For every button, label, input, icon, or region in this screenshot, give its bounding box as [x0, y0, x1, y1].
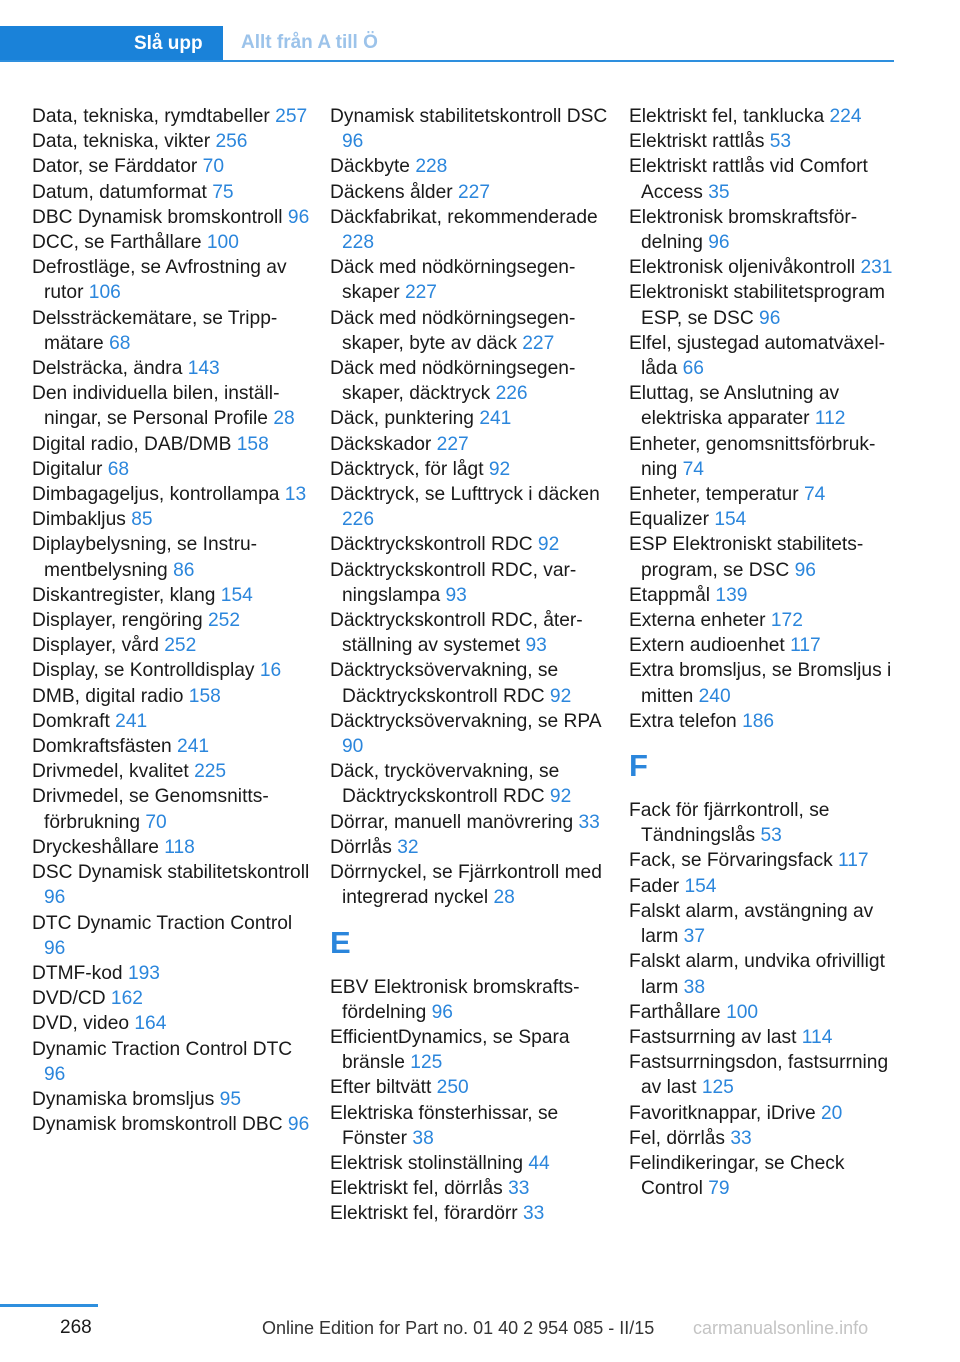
index-entry [330, 457, 610, 482]
tab-look-up[interactable]: Slå upp [0, 26, 223, 62]
index-entry [629, 154, 899, 204]
page-reference-link[interactable]: 90 [342, 736, 364, 758]
page-reference-link[interactable]: 93 [445, 584, 467, 606]
index-entry [629, 658, 899, 708]
index-entry [330, 1201, 610, 1226]
page-reference-link[interactable]: 28 [273, 408, 295, 430]
page-number: 268 [60, 1317, 92, 1338]
index-entry-text: DTMF-kod [32, 962, 123, 984]
index-entry [629, 331, 899, 381]
page-reference-link[interactable]: 38 [412, 1127, 434, 1149]
index-entry [32, 306, 312, 356]
index-entry-text: DVD/CD [32, 988, 106, 1010]
index-entry [32, 507, 312, 532]
page-reference-link[interactable]: 20 [820, 1102, 843, 1124]
index-entry [629, 583, 899, 608]
index-entry [330, 406, 610, 431]
index-entry [32, 1037, 312, 1087]
index-entry [629, 1126, 899, 1151]
index-entry [32, 911, 312, 961]
index-entry [629, 381, 899, 431]
page-reference-link[interactable]: 117 [790, 635, 821, 657]
page-reference-link[interactable]: 32 [397, 836, 419, 858]
index-entry-text: Elektrisk stolinställning [330, 1152, 524, 1174]
index-entry [32, 684, 312, 709]
index-entry [32, 658, 312, 683]
top-navigation-bar [0, 26, 894, 62]
index-entry-text: Fel, dörrlås [629, 1127, 725, 1149]
index-entry-text: Delsträcka, ändra [32, 358, 183, 380]
index-entry-text: Data, tekniska, vikter [32, 131, 211, 153]
index-entry [629, 848, 899, 873]
page-reference-link[interactable]: 53 [769, 131, 792, 153]
index-entry-text: Falskt alarm, undvika ofrivilligt larm [629, 951, 885, 998]
footer-divider [0, 1304, 98, 1307]
watermark: carmanualsonline.info [693, 1318, 869, 1338]
index-entry [330, 558, 610, 608]
page-reference-link[interactable]: 92 [488, 458, 511, 480]
index-entry [629, 1101, 899, 1126]
page-reference-link[interactable]: 35 [708, 181, 730, 203]
index-entry [330, 835, 610, 860]
index-entry [629, 633, 899, 658]
index-entry-text: Fack för fjärrkontroll, se Tändningslås [629, 800, 830, 847]
page-reference-link[interactable]: 186 [742, 710, 775, 732]
index-entry-text: Elektronisk oljenivåkontroll [629, 257, 856, 279]
page-reference-link[interactable]: 33 [523, 1203, 545, 1225]
index-entry-text: Data, tekniska, rymdtabeller [32, 106, 270, 127]
index-entry-text: Dörrlås [330, 836, 392, 858]
page-reference-link[interactable]: 256 [215, 131, 248, 153]
index-entry [32, 432, 312, 457]
index-entry [629, 798, 899, 848]
index-entry-text: Dryckeshållare [32, 836, 159, 858]
index-entry-text: Dynamiska bromsljus [32, 1088, 215, 1110]
index-entry-text: Däckbyte [330, 156, 410, 178]
page-reference-link[interactable]: 100 [206, 232, 239, 254]
page-reference-link[interactable]: 92 [537, 534, 560, 556]
page-reference-link[interactable]: 74 [682, 458, 704, 480]
page-reference-link[interactable]: 66 [682, 358, 704, 380]
index-entry [629, 899, 899, 949]
index-entry-text: Etappmål [629, 584, 711, 606]
index-entry [330, 1151, 610, 1176]
page-reference-link[interactable]: 250 [436, 1077, 469, 1099]
index-entry [32, 633, 312, 658]
page-reference-link[interactable]: 86 [173, 559, 195, 581]
page-reference-link[interactable]: 16 [259, 660, 282, 682]
index-entry [629, 1151, 899, 1201]
page-reference-link[interactable]: 96 [708, 232, 730, 254]
page-reference-link[interactable]: 117 [838, 850, 869, 872]
page-reference-link[interactable]: 224 [829, 106, 862, 127]
index-entry [629, 1025, 899, 1050]
index-entry [629, 507, 899, 532]
index-entry-text: Display, se Kontrolldisplay [32, 660, 255, 682]
index-entry-text: Dörrar, manuell manövrering [330, 811, 574, 833]
index-entry-text: Elektroniskt stabilitetsprogram ESP, se DSC [629, 282, 885, 329]
index-entry [32, 457, 312, 482]
index-entry [629, 874, 899, 899]
page-reference-link[interactable]: 96 [287, 206, 310, 228]
page-reference-link[interactable]: 92 [549, 685, 572, 707]
edition-text: Online Edition for Part no. 01 40 2 954 085 - II/15 [262, 1318, 655, 1338]
index-entry-text: Dynamic Traction Control DTC [32, 1038, 293, 1060]
page-reference-link[interactable]: 114 [801, 1026, 833, 1048]
index-entry [32, 230, 312, 255]
page-reference-link[interactable]: 228 [415, 156, 448, 178]
index-entry-text: Däckfabrikat, rekommenderade [330, 206, 598, 228]
page-reference-link[interactable]: 96 [44, 937, 66, 959]
index-entry-text: Enheter, genomsnittsförbrukning [629, 433, 876, 480]
index-entry-text: Dynamisk bromskontroll DBC [32, 1114, 283, 1136]
index-entry [32, 255, 312, 305]
index-entry-text: DTC Dynamic Traction Control [32, 912, 293, 934]
index-entry [629, 255, 899, 280]
page-reference-link[interactable]: 38 [683, 976, 705, 998]
index-entry [32, 356, 312, 381]
index-entry [330, 306, 610, 356]
index-entry [32, 154, 312, 179]
index-letter-heading: E [330, 924, 351, 960]
page-reference-link[interactable]: 96 [342, 131, 364, 153]
index-entry [629, 1050, 899, 1100]
page-reference-link[interactable]: 96 [431, 1001, 453, 1023]
page-reference-link[interactable]: 74 [803, 484, 826, 506]
index-column-3 [629, 104, 899, 1201]
index-entry-text: Däcktrycksövervakning, se RPA [330, 710, 601, 732]
index-entry-text: Dörrnyckel, se Fjärrkontroll med integrerad nyckel [330, 862, 602, 909]
index-entry-text: Extra bromsljus, se Bromsljus i mitten [629, 660, 892, 707]
index-entry-text: EBV Elektronisk bromskraftsfördelning [330, 976, 580, 1023]
index-entry-text: Drivmedel, kvalitet [32, 761, 189, 783]
index-entry-text: Däckskador [330, 433, 432, 455]
page-reference-link[interactable]: 240 [698, 685, 731, 707]
page-reference-link[interactable]: 75 [212, 181, 234, 203]
index-entry [330, 532, 610, 557]
index-entry-text: Elektriskt rattlås [629, 131, 765, 153]
page-reference-link[interactable]: 226 [342, 509, 375, 531]
index-entry-text: Diskantregister, klang [32, 584, 216, 606]
page-reference-link[interactable]: 227 [522, 332, 555, 354]
index-entry-text: Domkraftsfästen [32, 736, 172, 758]
index-entry-text: Displayer, rengöring [32, 610, 203, 632]
index-entry-text: Defrostläge, se Avfrostning av rutor [32, 257, 287, 304]
page-reference-link[interactable]: 96 [44, 1063, 66, 1085]
page-reference-link[interactable]: 252 [208, 610, 241, 632]
page-reference-link[interactable]: 125 [701, 1077, 734, 1099]
index-entry-text: Dynamisk stabilitetskontroll DSC [330, 106, 608, 127]
page-reference-link[interactable]: 162 [110, 988, 143, 1010]
index-entry [32, 608, 312, 633]
index-entry [330, 860, 610, 910]
index-entry [330, 1075, 610, 1100]
page-reference-link[interactable]: 28 [493, 887, 515, 909]
page-reference-link[interactable]: 125 [410, 1052, 443, 1074]
index-entry-text: Extra telefon [629, 710, 737, 732]
index-entry-text: Extern audioenhet [629, 635, 785, 657]
index-entry [32, 709, 312, 734]
page-reference-link[interactable]: 112 [814, 408, 846, 430]
index-entry-text: Däcktryckskontroll RDC [330, 534, 533, 556]
page-reference-link[interactable]: 226 [495, 383, 528, 405]
page-reference-link[interactable]: 241 [177, 736, 210, 758]
index-entry [330, 1176, 610, 1201]
index-entry-text: Dimbagageljus, kontrollampa [32, 484, 280, 506]
page-reference-link[interactable]: 158 [188, 685, 221, 707]
index-column-2 [330, 104, 610, 1227]
page-reference-link[interactable]: 154 [714, 509, 747, 531]
tab-a-to-z[interactable]: Allt från A till Ö [241, 32, 378, 53]
top-divider [0, 60, 894, 62]
index-entry-text: Däcktrycksövervakning, se Däcktryckskontroll RDC [330, 660, 559, 707]
index-entry [32, 129, 312, 154]
index-entry [32, 860, 312, 910]
index-entry [330, 1101, 610, 1151]
index-entry [32, 482, 312, 507]
page-reference-link[interactable]: 79 [708, 1178, 730, 1200]
index-entry-text: Dator, se Färddator [32, 156, 198, 178]
index-entry [629, 532, 899, 582]
index-entry [32, 961, 312, 986]
index-entry [330, 255, 610, 305]
page-reference-link[interactable]: 93 [525, 635, 547, 657]
index-entry-text: Displayer, vård [32, 635, 159, 657]
index-entry [330, 205, 610, 255]
index-entry [629, 432, 899, 482]
index-entry-text: Digital radio, DAB/DMB [32, 433, 232, 455]
page-reference-link[interactable]: 252 [164, 635, 197, 657]
index-entry [330, 104, 610, 154]
page-reference-link[interactable]: 70 [202, 156, 224, 178]
index-entry [330, 432, 610, 457]
index-entry-text: Elektriskt fel, dörrlås [330, 1178, 503, 1200]
index-entry [32, 532, 312, 582]
index-entry-text: Delssträckemätare, se Trippmätare [32, 307, 278, 354]
page-reference-link[interactable]: 33 [508, 1178, 530, 1200]
page-reference-link[interactable]: 44 [528, 1152, 550, 1174]
page-reference-link[interactable]: 227 [436, 433, 469, 455]
index-entry-text: Elektronisk bromskraftsfördelning [629, 206, 858, 254]
index-entry-text: Fack, se Förvaringsfack [629, 850, 833, 872]
index-entry-text: Däck med nödkörningsegenskaper, däcktryck [330, 358, 576, 405]
index-entry-text: Elektriska fönsterhissar, se Fönster [330, 1102, 559, 1149]
page-reference-link[interactable]: 228 [342, 232, 375, 254]
page-reference-link[interactable]: 70 [145, 811, 167, 833]
index-entry-text: Farthållare [629, 1001, 721, 1023]
index-entry [330, 1025, 610, 1075]
page-reference-link[interactable]: 37 [683, 926, 705, 948]
index-entry [629, 1000, 899, 1025]
index-entry [330, 759, 610, 809]
index-entry [629, 205, 899, 255]
index-entry-text: Däck, punktering [330, 408, 474, 430]
index-entry [32, 205, 312, 230]
index-entry [32, 180, 312, 205]
index-entry-text: Dimbakljus [32, 509, 126, 531]
index-entry-text: Efter biltvätt [330, 1077, 432, 1099]
index-entry [330, 356, 610, 406]
index-entry-text: Elektriskt fel, förardörr [330, 1203, 518, 1225]
index-entry [629, 709, 899, 734]
index-entry-text: Däcktryck, se Lufttryck i däcken [330, 484, 600, 506]
index-entry-text: Domkraft [32, 710, 110, 732]
page-reference-link[interactable]: 96 [287, 1114, 310, 1136]
page-reference-link[interactable]: 225 [194, 761, 227, 783]
index-entry-text: EfficientDynamics, se Spara bränsle [330, 1026, 570, 1074]
index-entry-text: Elfel, sjustegad automatväxellåda [629, 332, 885, 380]
page-reference-link[interactable]: 139 [715, 584, 748, 606]
index-entry-text: Drivmedel, se Genomsnittsförbrukning [32, 786, 269, 833]
index-entry-text: Däcktryckskontroll RDC, återställning av systemet [330, 610, 583, 657]
page-reference-link[interactable]: 95 [219, 1088, 242, 1110]
index-entry-text: Fastsurrning av last [629, 1026, 797, 1048]
index-entry [330, 608, 610, 658]
index-entry [32, 835, 312, 860]
index-entry-text: DSC Dynamisk stabilitetskontroll [32, 862, 310, 884]
index-entry-text: Elektriskt fel, tanklucka [629, 106, 825, 127]
index-entry-text: DVD, video [32, 1013, 130, 1035]
index-entry-text: Felindikeringar, se Check Control [629, 1152, 845, 1200]
index-entry [629, 280, 899, 330]
page-reference-link[interactable]: 158 [236, 433, 269, 455]
page-reference-link[interactable]: 118 [164, 836, 195, 858]
index-entry [32, 784, 312, 834]
index-entry-text: Däck, tryckövervakning, se Däcktryckskontroll RDC [330, 761, 560, 808]
page-reference-link[interactable]: 257 [275, 106, 308, 127]
page-reference-link[interactable]: 68 [107, 458, 130, 480]
page-reference-link[interactable]: 13 [284, 484, 307, 506]
index-entry-text: Fader [629, 875, 680, 897]
page-reference-link[interactable]: 227 [404, 282, 437, 304]
page-reference-link[interactable]: 154 [220, 584, 253, 606]
index-entry [629, 129, 899, 154]
page-reference-link[interactable]: 241 [479, 408, 512, 430]
page-reference-link[interactable]: 85 [131, 509, 153, 531]
index-entry [32, 1087, 312, 1112]
index-entry-text: DCC, se Farthållare [32, 232, 202, 254]
index-entry-text: Diplaybelysning, se Instrumentbelysning [32, 534, 258, 581]
index-entry [330, 709, 610, 759]
page-reference-link[interactable]: 96 [794, 559, 816, 581]
index-entry-text: Digitalur [32, 458, 103, 480]
index-entry [629, 608, 899, 633]
index-entry [330, 482, 610, 532]
index-entry [32, 986, 312, 1011]
index-entry [330, 975, 610, 1025]
index-entry [330, 810, 610, 835]
index-entry-text: Eluttag, se Anslutning av elektriska apparater [629, 383, 840, 430]
index-entry-text: Datum, datumformat [32, 181, 207, 203]
index-entry [32, 104, 312, 129]
page-reference-link[interactable]: 100 [726, 1001, 759, 1023]
page-reference-link[interactable]: 92 [549, 786, 572, 808]
page-reference-link[interactable]: 96 [759, 307, 781, 329]
index-entry [330, 658, 610, 708]
index-entry-text: Däck med nödkörningsegenskaper [330, 257, 576, 304]
page-reference-link[interactable]: 143 [187, 358, 220, 380]
index-entry [32, 1011, 312, 1036]
index-entry-text: Falskt alarm, avstängning av larm [629, 900, 874, 948]
index-entry-text: Favoritknappar, iDrive [629, 1102, 816, 1124]
index-entry [32, 759, 312, 784]
index-entry [330, 154, 610, 179]
index-entry-text: Däcktryck, för lågt [330, 458, 484, 480]
index-entry [330, 180, 610, 205]
index-entry-text: Den individuella bilen, inställningar, se Personal Profile [32, 383, 280, 430]
index-column-1 [32, 104, 312, 1137]
index-entry-text: DBC Dynamisk bromskontroll [32, 206, 283, 228]
page-reference-link[interactable]: 33 [730, 1127, 752, 1149]
index-entry [629, 949, 899, 999]
index-entry-text: Däcktryckskontroll RDC, varningslampa [330, 559, 577, 606]
page-reference-link[interactable]: 164 [134, 1013, 167, 1035]
index-entry [32, 583, 312, 608]
page-reference-link[interactable]: 68 [109, 332, 131, 354]
index-entry-text: Equalizer [629, 509, 709, 531]
page-reference-link[interactable]: 106 [88, 282, 121, 304]
page-reference-link[interactable]: 227 [458, 181, 491, 203]
index-entry-text: DMB, digital radio [32, 685, 184, 707]
page-reference-link[interactable]: 193 [127, 962, 160, 984]
index-letter-heading: F [629, 748, 648, 784]
page-reference-link[interactable]: 53 [760, 825, 782, 847]
index-entry-text: Elektriskt rattlås vid Comfort Access [629, 156, 868, 203]
index-entry-text: Fastsurrningsdon, fastsurrning av last [629, 1052, 889, 1099]
page-reference-link[interactable]: 172 [770, 610, 803, 632]
page-reference-link[interactable]: 154 [684, 875, 717, 897]
index-entry [629, 104, 899, 129]
page-reference-link[interactable]: 33 [578, 811, 600, 833]
page-reference-link[interactable]: 241 [115, 710, 148, 732]
index-entry-text: Däckens ålder [330, 181, 453, 203]
index-entry [629, 482, 899, 507]
index-entry-text: Däck med nödkörningsegenskaper, byte av däck [330, 307, 576, 354]
index-entry [32, 734, 312, 759]
index-entry-text: Externa enheter [629, 610, 766, 632]
index-entry-text: Enheter, temperatur [629, 484, 799, 506]
index-entry-text: ESP Elektroniskt stabilitetsprogram, se DSC [629, 534, 864, 581]
index-entry [32, 381, 312, 431]
index-entry [32, 1112, 312, 1137]
page-reference-link[interactable]: 96 [44, 887, 66, 909]
page-reference-link[interactable]: 231 [860, 257, 893, 279]
